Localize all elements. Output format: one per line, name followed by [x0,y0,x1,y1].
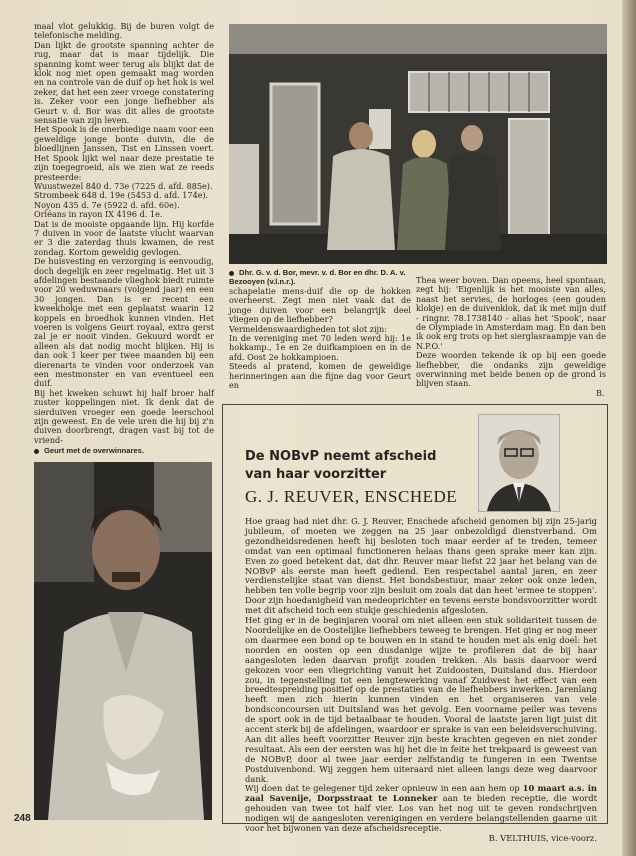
author-initial: B. [596,389,605,398]
paragraph: schapelatie mens-duif die op de hokken overheerst. Zegt men niet vaak dat de jonge duiven voor een belangrijk deel vliegen op de liefhebber? [229,286,411,325]
paragraph: Dan lijkt de grootste spanning achter de rug, maar dat is maar tijdelijk. Die spanning komt weer terug als blijkt dat de klok nog niet open gemaakt mag worden en na controle van de duif op het hok is wel zeker, dat het een zeer vroege constatering is. Zeker voor een jonge liefhebber als Geurt v. d. Bor was dit alles de grootste sensatie van zijn leven. [34,39,214,126]
photo-caption-group [229,268,415,286]
caption-text: Geurt met de overwinnares. [44,446,145,455]
result-line: Strombeek 648 d. 19e (5453 d. afd. 174e). [34,190,209,201]
paragraph: In de vereniging met 70 leden werd hij: 1e hokkamp., 1e en 2e duifkampioen en in de afd. Oost 2e hokkampioen. [229,333,411,362]
portrait-photo-image [34,462,212,820]
announcement-title: De NOBvP neemt afscheid [245,449,437,464]
paragraph: Vermeldenswaardigheden tot slot zijn: [229,323,388,334]
reception-location: 10 maart a.s. in zaal Savenije, Dorpsstraat te Lonneker [245,783,597,804]
reuver-portrait-image [479,415,559,511]
paragraph: Deze woorden tekende ik op bij een goede liefhebber, die ondanks zijn geweldige overwinning met beide benen op de grond is blijven staan. [416,350,606,389]
paragraph: Hoe graag had niet dhr. G. J. Reuver, Enschede afscheid genomen bij zijn 25-jarig jubileum, of moeten we zeggen na 25 jaar onbezoldigd dienstverband. Om gezondheidsredenen heeft hij besloten toch maar eerder af te treden, temeer omdat van een optimaal functioneren helaas thans geen sprake meer kan zijn. Even zo goed betekent dat, dat dhr. Reuver maar liefst 22 jaar het belang van de NOBvP als eerste man heeft gediend. Een respectabel aantal jaren, en zeer verdienstelijke staat van dienst. Het bondsbestuur, maar zeker ook onze leden, hebben ten volle begrip voor zijn besluit om zoals dat dan heet 'ermee te stoppen'. Door zijn hoedanigheid van medeoprichter en tevens eerste bondsvoorzitter wordt met dit afscheid toch een stukje geschiedenis afgesloten. [245,516,597,616]
text-run: aan te bieden receptie, die wordt gehouden van twee tot half vier. Los van het nog uit te geven rondschrijven nodigen wij de aangesloten verenigingen en verdere belangstellenden gaarne uit voor het bijwonen van deze afscheidsreceptie. [245,793,597,834]
paragraph: Dat is de mooiste opgaande lijn. Hij korfde 7 duiven in voor de laatste vlucht waarvan er 3 die zaterdag thuis kwamen, de rest zondag. Kortom geweldig gevlogen. [34,218,214,257]
paragraph [245,784,597,834]
signature: B. VELTHUIS, vice-voorz. [488,833,597,843]
text-run: Wij doen dat te gelegener tijd zeker opnieuw in een aan hem op [245,783,523,794]
paragraph: De huisvesting en verzorging is eenvoudig, doch degelijk en zeer regelmatig. Het uit 3 afdelingen bestaande vlieghok biedt ruimte voor 20 weduwnaars (volgend jaar) en een 30 jongen. Dan is er recent een kweekhokje met een geplaatst waarin 12 koppels en broedhok kunnen vinden. Het voeren is volgens Geurt royaal, extra gerst zal je er nooit vinden. Gekuurd wordt er alleen als dat nodig mocht blijken. Hij is dan ook 1 keer per twee maanden bij een dierenarts te vinden voor onderzoek van een mestmonster en van eventueel een duif. [34,256,214,389]
paragraph: Het ging er in de beginjaren vooral om niet alleen een stuk solidariteit tussen de Noordelijke en de Oostelijke liefhebbers teweeg te brengen. Het ging er nog meer om daarmee een bond op te bouwen en in stand te houden met als enig doel: het noorden en oosten op een dusdanige wijze te profileren dat de bij haar aangesloten leden daarvan profijt zouden trekken. Als basis daarvoor werd gekozen voor een vliegrichting vanuit het Zuidoosten, Duitsland dus. Hierdoor zou, in tegenstelling tot een lengtewerking vanaf Zuidwest het effect van een breedtespreiding positief op de prestaties van de liefhebbers inwerken. Jarenlang heeft men zich hierin kunnen vinden en het organiseren van vele bondsconcoursen uit Duitsland was het gevolg. Een voorname peiler was tevens de sport ook in de tijd betaalbaar te houden. Vooral de laatste jaren ligt juist dit accent sterk bij de afdelingen, waardoor er sprake is van een beleidsverschuiving. Aan dit alles heeft voorzitter Reuver zijn beste krachten gegeven en niet zonder resultaat. Als een der eersten was hij het die in feite het trekpaard is geweest van de NOBvP, door al twee jaar eerder zelfstandig te fungeren in een Twentse Postduivenbond. Wij zeggen hem uiteraard niet alleen langs deze weg daarvoor dank. [245,615,597,784]
group-photo-image [229,24,607,264]
article-column-3 [416,276,606,389]
bullet-icon [229,271,234,276]
group-photo [229,24,607,264]
portrait-photo-geurt [34,462,212,820]
article-column-2 [229,287,411,390]
paragraph: Het Spook is de onerbiedige naam voor een geweldige jonge bonte duivin, die de bloedlijnen Janssen, Tist en Linssen voert. Het Spook lijkt wel naar deze prestatie te zijn toegegroeid, als we zien wat ze reeds presteerde: [34,124,214,182]
caption-text: Dhr. G. v. d. Bor, mevr. v. d. Bor en dhr. D. A. v. Bezooyen (v.l.n.r.). [229,268,406,286]
paragraph: Steeds al pratend, komen de geweldige herinneringen aan die fijne dag voor Geurt en [229,361,411,391]
bullet-icon [34,449,39,454]
paragraph: maal vlot gelukkig. Bij de buren volgt de telefonische melding. [34,21,214,41]
announcement-subtitle: van haar voorzitter [245,467,387,482]
page-binding-shadow [622,0,636,856]
result-line: Orléans in rayon IX 4196 d. 1e. [34,209,163,220]
announcement-body [245,517,597,844]
paragraph: Bij het kweken schuwt hij half broer half zuster koppelingen niet. Ik denk dat de sierduiven vroeger een goede leerschool zijn geweest. En de vele uren die hij bij z'n duiven doorbrengt, dragen vast bij tot de vriend- [34,387,214,445]
announcement-name: G. J. REUVER, ENSCHEDE [245,487,458,506]
article-column-1 [34,22,214,445]
photo-caption-geurt [34,446,214,455]
result-line: Noyon 435 d. 7e (5922 d. afd. 60e). [34,199,180,210]
page-number: 248 [14,813,31,824]
reuver-portrait [478,414,560,512]
result-line: Wuustwezel 840 d. 73e (7225 d. afd. 885e). [34,180,213,191]
paragraph: Thea weer boven. Dan opeens, heel spontaan, zegt hij: 'Eigenlijk is het mooiste van alles, naast het servies, de horloges (een gouden klokje) en de duivenklok, dat ik met mijn duif - ringnr. 78.1738140 - alias het 'Spook', naar de Olympiade in Amsterdam mag. En dan ben ik ook erg trots op het sierglasraampje van de N.P.O.' [416,275,606,351]
